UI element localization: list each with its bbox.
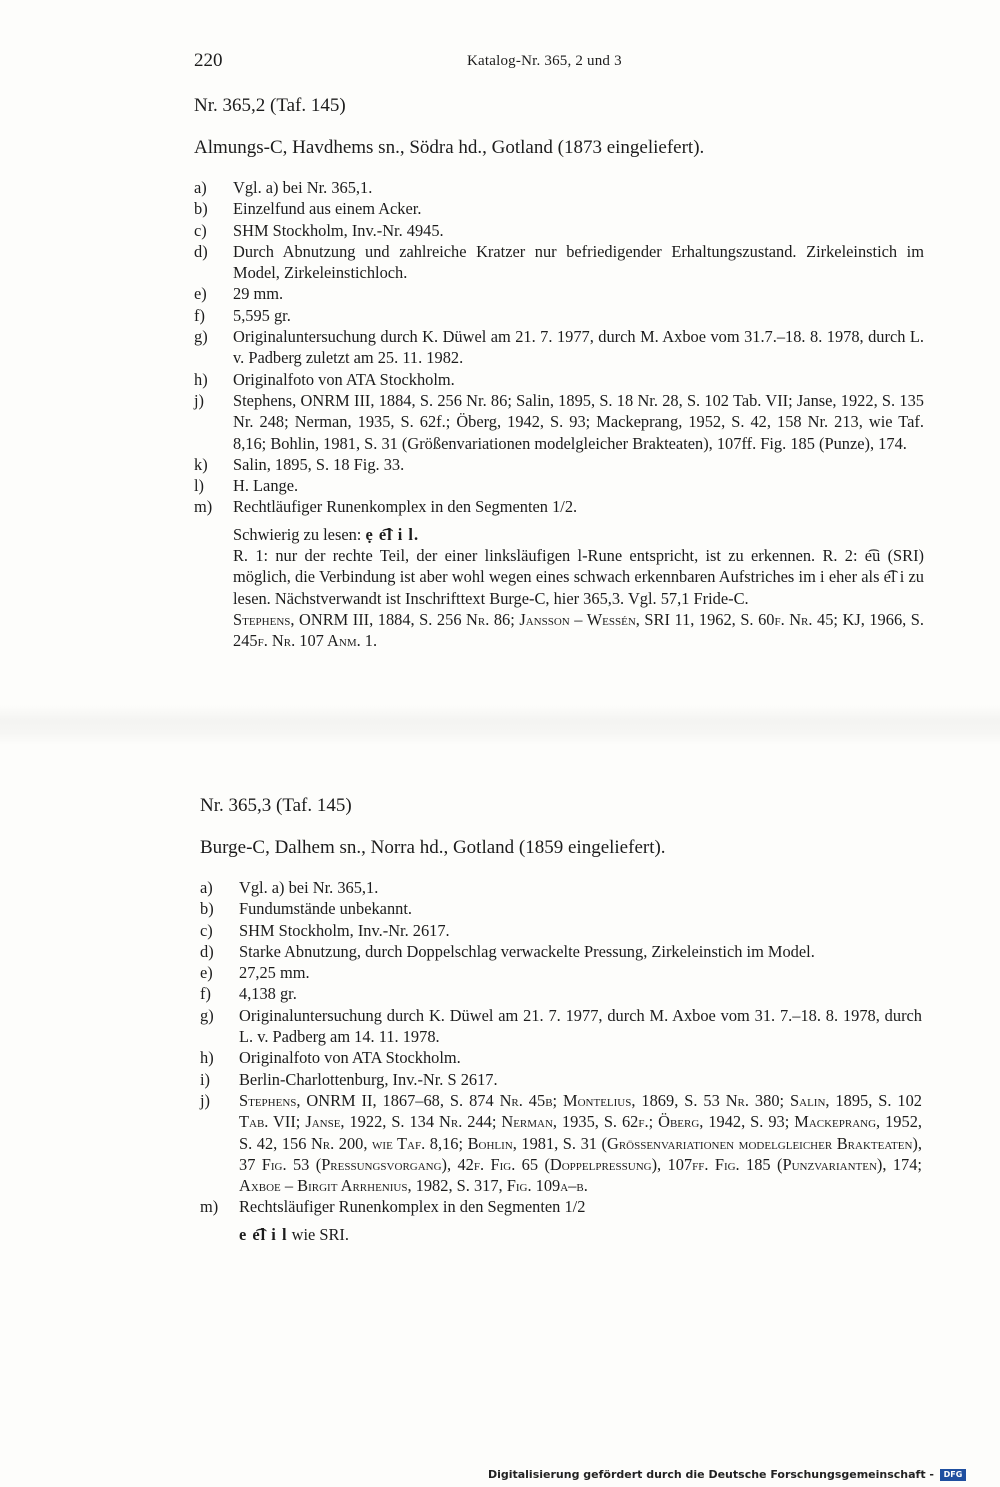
entry-heading: Nr. 365,3 (Taf. 145) bbox=[200, 795, 352, 816]
field-label: d) bbox=[200, 941, 214, 961]
field-label: j) bbox=[200, 1090, 211, 1110]
field-label: b) bbox=[200, 899, 214, 919]
field-i bbox=[200, 1069, 922, 1090]
rune-transliteration: ẹ e͡l i l. bbox=[365, 524, 420, 544]
field-text: Stephens, ONRM III, 1884, S. 256 Nr. 86; Salin, 1895, S. 18 Nr. 28, S. 102 Tab. VII; Janse, 1922, S. 135 Nr. 248; Nerman, 1935, S. 62f.; Öberg, 1942, S. 93; Mackeprang, 1952, S. 42, 158 Nr. 213, wie Taf. 8,16; Bohlin, 1981, S. 31 (Größenvariationen modelgleicher Brakteaten), 107ff. Fig. 185 (Punze), 174. bbox=[233, 390, 924, 453]
field-c bbox=[194, 220, 924, 241]
rune-reading bbox=[239, 1224, 922, 1245]
field-text: Originalfoto von ATA Stockholm. bbox=[233, 369, 455, 389]
field-label: d) bbox=[194, 241, 208, 261]
field-label: k) bbox=[194, 454, 208, 474]
field-c bbox=[200, 920, 922, 941]
field-h bbox=[200, 1047, 922, 1068]
field-g bbox=[200, 1005, 922, 1048]
field-text: Originalfoto von ATA Stockholm. bbox=[239, 1048, 461, 1068]
field-e bbox=[200, 962, 922, 983]
field-text: 29 mm. bbox=[233, 284, 284, 304]
field-f bbox=[194, 305, 924, 326]
field-label: a) bbox=[194, 178, 207, 197]
field-a bbox=[194, 177, 924, 198]
field-text: 4,138 gr. bbox=[239, 984, 297, 1004]
field-label: m) bbox=[194, 497, 213, 517]
field-text: Originaluntersuchung durch K. Düwel am 21. 7. 1977, durch M. Axboe vom 31. 7.–18. 8. 1978, durch L. v. Padberg am 14. 11. 1978. bbox=[239, 1005, 922, 1047]
field-text: Rechtläufiger Runenkomplex in den Segmenten 1/2. bbox=[233, 497, 578, 517]
field-text: Berlin-Charlottenburg, Inv.-Nr. S 2617. bbox=[239, 1069, 498, 1089]
field-text: Fundumstände unbekannt. bbox=[239, 899, 412, 919]
dfg-logo: DFG bbox=[940, 1469, 966, 1481]
rune-references: Stephens, ONRM III, 1884, S. 256 Nr. 86; Jansson – Wessén, SRI 11, 1962, S. 60f. Nr. 45; KJ, 1966, S. 245f. Nr. 107 Anm. 1. bbox=[233, 609, 924, 651]
field-label: e) bbox=[200, 963, 213, 983]
field-text: Rechtsläufiger Runenkomplex in den Segmenten 1/2 bbox=[239, 1197, 586, 1217]
field-l bbox=[194, 475, 924, 496]
rune-commentary: R. 1: nur der rechte Teil, der einer linksläufigen l-Rune entspricht, ist zu erkennen. R. 2: e͡u (SRI) möglich, die Verbindung ist aber wohl wegen eines schwach erkennbaren Aufstriches im i eher als e͡l i zu lesen. Nächstverwandt ist Inschrifttext Burge-C, hier 365,3. Vgl. 57,1 Fride-C. bbox=[233, 546, 924, 608]
field-text: 27,25 mm. bbox=[239, 963, 310, 983]
entry-title: Almungs-C, Havdhems sn., Södra hd., Gotland (1873 eingeliefert). bbox=[194, 137, 705, 158]
field-label: f) bbox=[194, 305, 205, 325]
field-b bbox=[194, 198, 924, 219]
field-text: SHM Stockholm, Inv.-Nr. 4945. bbox=[233, 220, 444, 240]
field-j bbox=[200, 1090, 922, 1196]
field-label: c) bbox=[200, 920, 213, 940]
field-text: Originaluntersuchung durch K. Düwel am 21. 7. 1977, durch M. Axboe vom 31.7.–18. 8. 1978, durch L. v. Padberg zuletzt am 25. 11. 1982. bbox=[233, 327, 924, 368]
field-j bbox=[194, 390, 924, 454]
field-f bbox=[200, 983, 922, 1004]
field-text: 5,595 gr. bbox=[233, 305, 291, 325]
field-text: Salin, 1895, S. 18 Fig. 33. bbox=[233, 454, 405, 474]
field-e bbox=[194, 283, 924, 304]
field-label: b) bbox=[194, 199, 208, 219]
field-label: h) bbox=[194, 369, 208, 389]
field-b bbox=[200, 898, 922, 919]
field-text: Einzelfund aus einem Acker. bbox=[233, 199, 422, 219]
footer-text: Digitalisierung gefördert durch die Deutsche Forschungsgemeinschaft - bbox=[487, 1468, 934, 1481]
entry-field-list bbox=[200, 877, 922, 1245]
reading-suffix: wie SRI. bbox=[291, 1224, 349, 1244]
field-label: c) bbox=[194, 220, 207, 240]
rune-reading bbox=[233, 524, 924, 545]
field-label: a) bbox=[200, 878, 213, 897]
field-text: H. Lange. bbox=[233, 476, 299, 496]
entry-field-list bbox=[194, 177, 924, 652]
field-label: g) bbox=[194, 327, 208, 347]
field-m bbox=[200, 1196, 922, 1217]
field-label: e) bbox=[194, 284, 207, 304]
rune-transliteration: e e͡l i l bbox=[239, 1224, 288, 1244]
digitization-footer bbox=[488, 1468, 966, 1481]
field-text: Vgl. a) bei Nr. 365,1. bbox=[233, 178, 373, 197]
field-m bbox=[194, 496, 924, 517]
scan-artifact-band bbox=[0, 705, 1000, 745]
reading-prefix: Schwierig zu lesen: bbox=[233, 524, 362, 544]
entry-title: Burge-C, Dalhem sn., Norra hd., Gotland (1859 eingeliefert). bbox=[200, 837, 666, 858]
field-label: g) bbox=[200, 1005, 214, 1025]
field-g bbox=[194, 326, 924, 369]
field-text: Vgl. a) bei Nr. 365,1. bbox=[239, 878, 379, 897]
field-label: l) bbox=[194, 476, 205, 496]
catalog-entry-365-3 bbox=[200, 794, 922, 1245]
entry-heading: Nr. 365,2 (Taf. 145) bbox=[194, 95, 346, 116]
field-d bbox=[194, 241, 924, 284]
field-label: i) bbox=[200, 1069, 211, 1089]
field-text: Starke Abnutzung, durch Doppelschlag verwackelte Pressung, Zirkeleinstich im Model. bbox=[239, 941, 815, 961]
field-text: SHM Stockholm, Inv.-Nr. 2617. bbox=[239, 920, 450, 940]
catalog-entry-365-2 bbox=[194, 94, 924, 652]
field-d bbox=[200, 941, 922, 962]
field-k bbox=[194, 454, 924, 475]
field-text: Stephens, ONRM II, 1867–68, S. 874 Nr. 45b; Montelius, 1869, S. 53 Nr. 380; Salin, 1895, S. 102 Tab. VII; Janse, 1922, S. 134 Nr. 244; Nerman, 1935, S. 62f.; Öberg, 1942, S. 93; Mackeprang, 1952, S. 42, 156 Nr. 200, wie Taf. 8,16; Bohlin, 1981, S. 31 (Größenvariationen modelgleicher Brakteaten), 37 Fig. 53 (Pressungsvorgang), 42f. Fig. 65 (Doppelpressung), 107ff. Fig. 185 (Punzvarianten), 174; Axboe – Birgit Arrhenius, 1982, S. 317, Fig. 109a–b. bbox=[239, 1090, 922, 1196]
field-label: m) bbox=[200, 1197, 219, 1217]
field-text: Durch Abnutzung und zahlreiche Kratzer nur befriedigender Erhaltungszustand. Zirkeleinstich im Model, Zirkeleinstichloch. bbox=[233, 241, 924, 283]
page-number: 220 bbox=[194, 50, 223, 71]
field-label: j) bbox=[194, 390, 205, 410]
field-label: h) bbox=[200, 1048, 214, 1068]
field-label: f) bbox=[200, 984, 211, 1004]
running-head: Katalog-Nr. 365, 2 und 3 bbox=[467, 53, 622, 69]
field-a bbox=[200, 877, 922, 898]
field-h bbox=[194, 369, 924, 390]
